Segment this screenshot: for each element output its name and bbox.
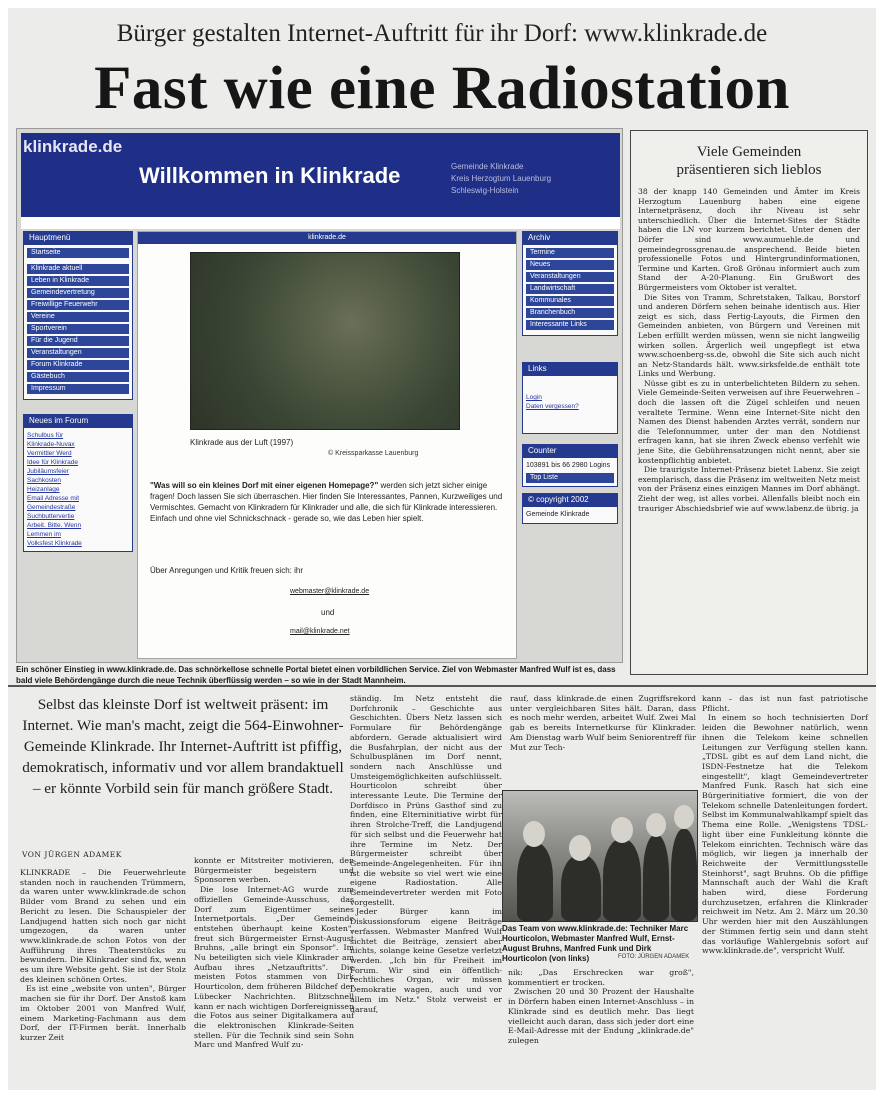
nav-item[interactable]: Sportverein xyxy=(27,324,129,334)
newspaper-page xyxy=(8,8,876,1090)
headline: Fast wie eine Radiostation xyxy=(94,55,790,122)
email-link-webmaster[interactable]: webmaster@klinkrade.de xyxy=(290,588,370,595)
forum-link[interactable]: Suchbuttervertie xyxy=(27,513,75,520)
welcome-quote: "Was will so ein kleines Dorf mit einer eigenen Homepage?" xyxy=(150,481,379,490)
archive-item[interactable]: Veranstaltungen xyxy=(526,272,614,282)
article-paragraph: ständig. Im Netz entsteht die Dorfchronik – Geschichte aus Geschichten. Übers Netz lassen sich Formulare für Behördengänge abfordern. Gerade aktualisiert wird die Busfahrplan, der nicht aus der Schulbusplänen im Dorf nennt, sondern nach Anschlüsse und Umsteigemöglichkeiten aufschlüsselt. Hourticolon schreibt über interessante Leute. Die Termine der Dorfdisco in Prüns Gasthof sind zu finden, eine Elterninitiative wirbt für ihren Strolche-Treff, die Landjugend für sich selbst und die Feuerwehr hat ihre Termine im Netz. Der Bürgermeister schreibt über Gemeinde-Angelegenheiten. Für ihn ist die website so viel wert wie eine eigene Radiostation. Alle Gemeindevertreter werden mit Foto vorgestellt. xyxy=(350,694,502,907)
email-link-mail[interactable]: mail@klinkrade.net xyxy=(290,628,350,635)
forum-list xyxy=(23,428,133,552)
photo-face xyxy=(523,821,545,847)
archive-item[interactable]: Branchenbuch xyxy=(526,308,614,318)
nav-item[interactable]: Impressum xyxy=(27,384,129,394)
sidebar-body xyxy=(631,179,867,513)
photo-face xyxy=(646,813,666,837)
forum-link[interactable]: Arbeit. Bitte. Wenn xyxy=(27,522,82,529)
site-content xyxy=(137,231,517,659)
nav-item[interactable]: Leben in Klinkrade xyxy=(27,276,129,286)
team-photo xyxy=(502,790,698,922)
article-paragraph: In einem so hoch technisierten Dorf leiden die Bewohner natürlich, wenn ihnen die Telekom keine schnellen Leitungen zur Verfügung stellen kann. „TDSL gibt es auf dem Land nicht, die ISDN-Festnetze hat die Telekom eingestellt", klagt Gemeindevertreter Manfred Funk. Rasch hat sich eine Bürgerinitiative formiert, die von der Telekom schnelle Datenleitungen fordert. Selbst im Kommunalwahlkampf spielt das Thema eine Rolle. „Wenigstens TDSL-light über eine Funkleitung könnte die Telekom einrichten. Technisch wäre das möglich, wir liegen ja innerhalb der Reichweite der Vermittlungsstelle Steinhorst", sagt Bruhns. Ob die pfiffige Mannschaft auch der Wahl die Kraft haben wird, diese Forderung durchzusetzen, erfahren die Klinkrader reichweit im Netz. Am 2. März um 20.30 Uhr werden hier mit den Auszählungen der Stimmen fertig sein und dann steht das vorläufige Wahlergebnis sofort auf www.klinkrade.de", verspricht Wulf. xyxy=(702,713,868,956)
article-column-2 xyxy=(194,856,354,1050)
photo-person xyxy=(643,835,669,921)
sidebar-heading: Viele Gemeinden präsentieren sich lieblos xyxy=(676,144,822,178)
archive-item[interactable]: Neues xyxy=(526,260,614,270)
forum-link[interactable]: Klinkrade-Nuvax xyxy=(27,441,75,448)
copyright-box xyxy=(522,507,618,524)
photo-face xyxy=(674,805,694,829)
welcome-text xyxy=(150,480,506,524)
byline: VON JÜRGEN ADAMEK xyxy=(22,850,122,859)
forum-link[interactable]: Email Adresse mit xyxy=(27,495,80,502)
sidebar-paragraph: 38 der knapp 140 Gemeinden und Ämter im Kreis Herzogtum Lauenburg haben eine eigene Internetpräsenz, doch ihr Niveau ist sehr unterschiedlich. Über die Internet-Sites der Städte haben die LN vor kurzem berichtet. Unter denen der Dörfer sind www.aumuehle.de und gemeindegrossgrenau.de ansprechend. Beide bieten professionelle Fotos und Hintergrundinformationen, Termine und Karten. Groß Grönau informiert auch zum Stand der A-20-Planung. Ein Grußwort des Bürgermeisters vom Oktober ist veraltet. xyxy=(638,187,860,292)
article-paragraph: KLINKRADE – Die Feuerwehrleute standen noch in rauchenden Trümmern, da waren unter www.klinkrade.de schon Bilder vom Brand zu sehen und ein Bericht zu lesen. Die Schauspieler der Landjugend hatten sich noch gar nicht umgezogen, da waren unter www.klinkrade.de schon Fotos von der Aufführung ihres Theaterstücks zu bewundern. Die Klinkrader sind fix, wenn es um ihre Website geht. Sie ist der Stolz des kleinen schönen Ortes. xyxy=(20,868,186,984)
forum-link[interactable]: Vermittler Werd xyxy=(27,450,72,457)
and-text: und xyxy=(321,608,335,617)
archive-header: Archiv xyxy=(522,231,618,245)
article-column-1 xyxy=(20,868,186,1043)
nav-item[interactable]: Freiwillige Feuerwehr xyxy=(27,300,129,310)
archive-menu xyxy=(522,245,618,336)
counter-text: 103891 bis 66 2980 Logins xyxy=(526,462,611,469)
content-header: klinkrade.de xyxy=(138,232,516,244)
archive-item[interactable]: Kommunales xyxy=(526,296,614,306)
nav-item[interactable]: Veranstaltungen xyxy=(27,348,129,358)
counter-header: Counter xyxy=(522,444,618,458)
photo-person xyxy=(671,829,697,921)
photo-face xyxy=(569,835,591,861)
site-strip xyxy=(21,217,620,229)
nav-item[interactable]: Für die Jugend xyxy=(27,336,129,346)
archive-item[interactable]: Termine xyxy=(526,248,614,258)
kicker: Bürger gestalten Internet-Auftritt für ihr Dorf: www.klinkrade.de xyxy=(116,20,768,47)
forum-link[interactable]: Idee für Klinkrade xyxy=(27,459,78,466)
nav-item[interactable]: Forum Klinkrade xyxy=(27,360,129,370)
sidebar-paragraph: Die traurigste Internet-Präsenz bietet Labenz. Sie zeigt exemplarisch, dass die Präsenz im weltweiten Netz meist von der Präsenz eines einzigen Mannes im Dorf abhängt. Zieht der weg, ist alles vorbei. Allenfalls bleibt noch ein trauriger Abschiedsbrief wie auf www.labenz.de übrig. ja xyxy=(638,465,860,513)
aerial-credit: © Kreissparkasse Lauenburg xyxy=(328,450,419,457)
article-column-5 xyxy=(702,694,868,956)
forum-link[interactable]: Jubiläumsfeier xyxy=(27,468,69,475)
team-photo-credit: FOTO: JÜRGEN ADAMEK xyxy=(618,954,690,960)
site-address: Gemeinde Klinkrade Kreis Herzogtum Lauenburg Schleswig-Holstein xyxy=(451,162,552,195)
nav-header: Hauptmenü xyxy=(23,231,133,245)
site-right-column xyxy=(522,231,618,524)
article-column-4-top xyxy=(510,694,696,752)
photo-face xyxy=(611,817,633,843)
article-paragraph: Die lose Internet-AG wurde zum offiziellen Gemeinde-Ausschuss, das Dorf zum Eigentümer seines Internetportals. „Der Gemeinde entstehen überhaupt keine Kosten", freut sich Bürgermeister Ernst-August Bruhns, „alle bringt ein Sponsor". Im Nu beteiligten sich viele Klinkrader am Aufbau ihres „Netzauftritts". Die meisten Fotos stammen von Dirk Hourticolon, dem früheren Bildchef der Lübecker Nachrichten. Blitzschnell kann er nach wichtigen Dorfereignissen die Fotos aus seiner Digitalkamera auf die elektronischen Klinkrade-Seiten stellen. Für die Technik sind sein Sohn Marc und Manfred Wulf zu- xyxy=(194,885,354,1050)
article-intro: Selbst das kleinste Dorf ist weltweit präsent: im Internet. Wie man's macht, zeigt die 564-Einwohner-Gemeinde Klinkrade. Ihr Internet-Auftritt ist pfiffig, demokratisch, informativ und vor allem brandaktuell – er könnte Vorbild sein für manch größere Stadt. xyxy=(22,696,344,797)
article-paragraph: Jeder Bürger kann im Diskussionsforum eigene Beiträge verfassen. Webmaster Manfred Wulf sichtet die Beiträge, zensiert aber nichts, solange keine Gesetze verletzt werden. „Ich bin für Freiheit im Forum. Wir sind ein öffentlich-rechtliches Organ, wir müssen Demokratie wagen, auch und vor allem im Netz." Stolz verweist er darauf, xyxy=(350,907,502,1014)
links-list xyxy=(522,376,618,434)
top-list-button[interactable]: Top Liste xyxy=(526,473,614,483)
welcome-body: werden sich jetzt sicher einige fragen! Doch lassen Sie sich überraschen. Hier finden Sie Interessantes, Pannen, Kurzweiliges und Vermischtes. Gemacht von Klinkradern für Klinkrader und alle, die sich für Klinkrade interessieren. Einfach und ohne viel Schnickschnack - gerade so, wie das Leben hier spielt. xyxy=(150,481,503,523)
forum-link[interactable]: Gemeindestraße xyxy=(27,504,76,511)
section-divider xyxy=(8,685,876,687)
photo-person xyxy=(561,855,601,921)
counter-box xyxy=(522,458,618,487)
forum-link[interactable]: Lemmen im xyxy=(27,531,61,538)
forum-link[interactable]: Heizanlage xyxy=(27,486,60,493)
login-link[interactable]: Login xyxy=(526,394,542,401)
copyright-text: Gemeinde Klinkrade xyxy=(526,511,590,518)
team-photo-caption: Das Team von www.klinkrade.de: Techniker Marc Hourticolon, Webmaster Manfred Wulf, Ernst-August Bruhns, Manfred Funk und Dirk Hourticolon (von links) xyxy=(502,924,689,963)
aerial-caption: Klinkrade aus der Luft (1997) xyxy=(190,438,294,447)
links-header: Links xyxy=(522,362,618,376)
forum-link[interactable]: Volksfest Klinkrade xyxy=(27,540,82,547)
aerial-photo xyxy=(190,252,460,430)
photo-person xyxy=(603,839,641,921)
nav-item[interactable]: Klinkrade aktuell xyxy=(27,264,129,274)
nav-item[interactable]: Vereine xyxy=(27,312,129,322)
nav-item[interactable]: Gästebuch xyxy=(27,372,129,382)
screenshot-caption: Ein schöner Einstieg in www.klinkrade.de. Das schnörkellose schnelle Portal bietet einen vorbildlichen Service. Ziel von Webmaster Manfred Wulf ist es, dass bald viele Behördengänge durch die neue Technik überflüssig werden – so wie in der Stadt Mannheim. xyxy=(16,665,616,685)
forum-link[interactable]: Schulbus für xyxy=(27,432,64,439)
forgot-link[interactable]: Daten vergessen? xyxy=(526,403,579,410)
site-logo: klinkrade.de xyxy=(23,137,123,156)
photo-person xyxy=(517,843,553,921)
article-paragraph: Zwischen 20 und 30 Prozent der Haushalte in Dörfern haben einen Internet-Anschluss – in Klinkrade sind es deutlich mehr. Das liegt vielleicht auch daran, dass sich jeder dort eine E-Mail-Adresse mit der Endung „klinkrade.de" zulegen xyxy=(508,987,694,1045)
article-paragraph: kann – das ist nun fast patriotische Pflicht. xyxy=(702,694,868,713)
article-paragraph: nik: „Das Erschrecken war groß", kommentiert er trocken. xyxy=(508,968,694,987)
sidebar-paragraph: Die Sites von Tramm, Schretstaken, Talkau, Borstorf und anderen Dörfern sehen beinahe identisch aus. Hier zeigt es sich, dass Fertig-Layouts, die Firmen den Gemeinden anbieten, von Bürgern und Vereinen mit Leben erfüllt werden müssen, wenn sie nicht langweilig wirken sollen. Ärgerlich weil ungepflegt ist etwa www.schoenberg-ss.de, obwohl die Site sich auch nicht an Netz-Standards hält. www.sirksfelde.de enthält tote Links und Werbung. xyxy=(638,292,860,379)
website-screenshot xyxy=(16,128,623,663)
sidebar-paragraph: Nüsse gibt es zu in unterbelichteten Bildern zu sehen. Viele Gemeinde-Seiten verweisen auf ihre Feuerwehren – doch die lassen oft die Zügel schleifen und neuen veraltete Termine. Wenn eine Internet-Site nicht den Namen des Dienst habenden Arztes verrät, sondern nur die Telefonnummer, unter der man den Notdienst erfragen kann, hat sie ihren Zweck ebenso verfehlt wie jene Site, die Gebührensatzungen nicht nennt, aber sie kostenpflichtig anbietet. xyxy=(638,378,860,465)
site-header xyxy=(21,133,620,217)
archive-item[interactable]: Landwirtschaft xyxy=(526,284,614,294)
nav-item-home[interactable]: Startseite xyxy=(27,248,129,258)
article-paragraph: konnte er Mitstreiter motivieren, den Bürgermeister begeistern und Sponsoren werben. xyxy=(194,856,354,885)
article-column-3 xyxy=(350,694,502,1014)
article-paragraph: Es ist eine „website von unten", Bürger machen sie für ihr Dorf. Der Anstoß kam im Oktober 2001 von Manfred Wulf, einem Marketing-Fachmann aus dem Dorf, der IT-Firmen berät. Innerhalb kurzer Zeit xyxy=(20,984,186,1042)
copyright-header: © copyright 2002 xyxy=(522,493,618,507)
archive-item[interactable]: Interessante Links xyxy=(526,320,614,330)
site-nav-column xyxy=(23,231,133,552)
nav-item[interactable]: Gemeindevertretung xyxy=(27,288,129,298)
article-paragraph: rauf, dass klinkrade.de einen Zugriffsrekord unter vergleichbaren Sites hält. Daran, dass es noch mehr werden, arbeitet Wulf. Zwei Mal gab es bereits Internetkurse für Klinkrader. Am Dienstag warb Wulf beim Seniorentreff für Mut zur Tech- xyxy=(510,694,696,752)
nav-menu xyxy=(23,245,133,400)
forum-header: Neues im Forum xyxy=(23,414,133,428)
contact-text: Über Anregungen und Kritik freuen sich: ihr xyxy=(150,566,303,575)
article-column-4-bottom xyxy=(508,968,694,1046)
forum-link[interactable]: Sachkosten xyxy=(27,477,61,484)
site-title: Willkommen in Klinkrade xyxy=(139,163,401,188)
sidebar-article xyxy=(630,130,868,675)
